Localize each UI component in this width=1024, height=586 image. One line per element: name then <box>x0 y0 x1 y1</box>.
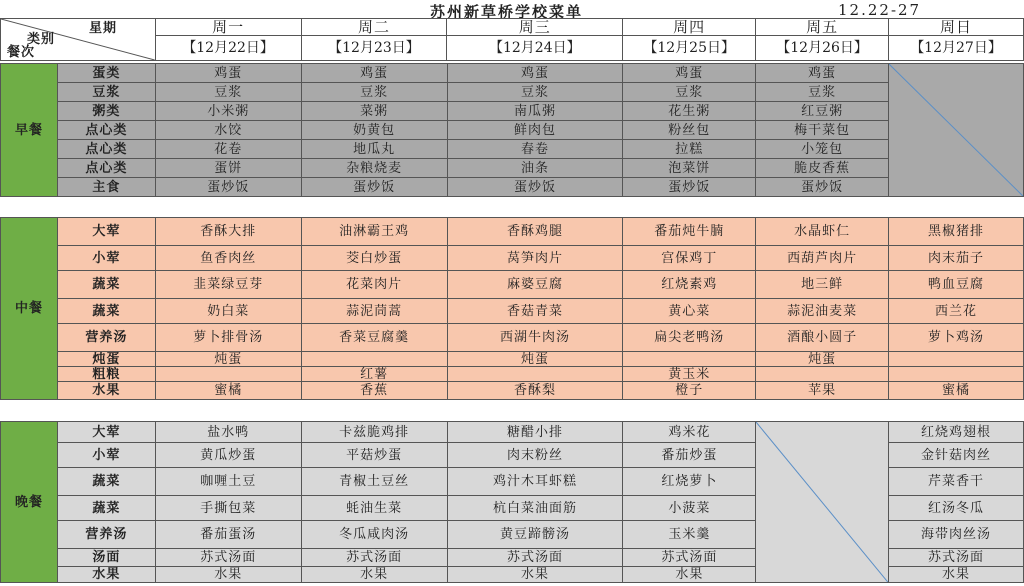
category-cell: 小荤 <box>57 246 155 271</box>
menu-item-cell: 萝卜鸡汤 <box>889 324 1024 352</box>
menu-item-cell: 香菜豆腐羹 <box>301 324 447 352</box>
menu-row <box>1 299 1024 324</box>
day-date: 【12月22日】 <box>155 36 301 61</box>
menu-item-cell: 黄瓜炒蛋 <box>155 443 301 468</box>
empty-day-cell <box>889 64 1024 197</box>
menu-row <box>1 159 1024 178</box>
menu-item-cell: 蛋炒饭 <box>623 178 756 197</box>
category-cell: 水果 <box>57 382 155 400</box>
menu-item-cell: 泡菜饼 <box>623 159 756 178</box>
category-cell: 蔬菜 <box>57 299 155 324</box>
menu-row <box>1 324 1024 352</box>
menu-item-cell: 蜜橘 <box>155 382 301 400</box>
menu-item-cell: 地瓜丸 <box>301 140 447 159</box>
menu-item-cell: 黄心菜 <box>623 299 756 324</box>
menu-item-cell: 番茄炒蛋 <box>623 443 756 468</box>
menu-item-cell: 青椒土豆丝 <box>301 468 447 496</box>
menu-item-cell: 炖蛋 <box>447 352 623 367</box>
menu-item-cell: 手撕包菜 <box>155 496 301 521</box>
menu-item-cell: 海带肉丝汤 <box>889 521 1024 549</box>
day-name: 周五 <box>756 19 889 36</box>
menu-item-cell: 蚝油生菜 <box>301 496 447 521</box>
menu-item-cell: 小笼包 <box>756 140 889 159</box>
menu-item-cell: 豆浆 <box>301 83 447 102</box>
menu-item-cell: 菜粥 <box>301 102 447 121</box>
menu-item-cell: 黑椒猪排 <box>889 218 1024 246</box>
menu-item-cell: 红薯 <box>301 367 447 382</box>
menu-item-cell: 鱼香肉丝 <box>155 246 301 271</box>
menu-row <box>1 102 1024 121</box>
menu-item-cell: 糖醋小排 <box>447 422 623 443</box>
menu-item-cell: 黄玉米 <box>623 367 756 382</box>
category-cell: 蛋类 <box>57 64 155 83</box>
category-cell: 大荤 <box>57 422 155 443</box>
corner-weekday: 星期 <box>89 21 118 36</box>
menu-item-cell: 苏式汤面 <box>889 549 1024 567</box>
category-cell: 蔬菜 <box>57 496 155 521</box>
day-name: 周二 <box>301 19 447 36</box>
menu-item-cell: 水果 <box>301 567 447 583</box>
menu-item-cell: 玉米羹 <box>623 521 756 549</box>
menu-row <box>1 382 1024 400</box>
menu-item-cell: 水果 <box>155 567 301 583</box>
menu-item-cell: 香酥梨 <box>447 382 623 400</box>
menu-item-cell: 豆浆 <box>623 83 756 102</box>
menu-item-cell: 西兰花 <box>889 299 1024 324</box>
menu-item-cell: 金针菇肉丝 <box>889 443 1024 468</box>
day-date: 【12月23日】 <box>301 36 447 61</box>
menu-row <box>1 64 1024 83</box>
menu-row <box>1 178 1024 197</box>
menu-item-cell: 肉末粉丝 <box>447 443 623 468</box>
menu-item-cell: 水晶虾仁 <box>756 218 889 246</box>
menu-row <box>1 352 1024 367</box>
day-name: 周四 <box>623 19 756 36</box>
menu-item-cell: 冬瓜咸肉汤 <box>301 521 447 549</box>
category-cell: 粗粮 <box>57 367 155 382</box>
menu-item-cell: 水饺 <box>155 121 301 140</box>
menu-item-cell: 香菇青菜 <box>447 299 623 324</box>
breakfast-meal-label: 早餐 <box>1 64 58 197</box>
menu-item-cell: 酒酿小圆子 <box>756 324 889 352</box>
header-corner <box>1 19 156 61</box>
category-cell: 豆浆 <box>57 83 155 102</box>
menu-item-cell: 蛋饼 <box>155 159 301 178</box>
menu-item-cell: 红烧鸡翅根 <box>889 422 1024 443</box>
menu-item-cell: 鸡米花 <box>623 422 756 443</box>
menu-item-cell: 奶白菜 <box>155 299 301 324</box>
menu-item-cell <box>447 367 623 382</box>
menu-item-cell <box>155 367 301 382</box>
category-cell: 蔬菜 <box>57 468 155 496</box>
category-cell: 主食 <box>57 178 155 197</box>
menu-item-cell: 香酥鸡腿 <box>447 218 623 246</box>
day-date: 【12月24日】 <box>447 36 623 61</box>
category-cell: 蔬菜 <box>57 271 155 299</box>
menu-item-cell: 鸡汁木耳虾糕 <box>447 468 623 496</box>
menu-item-cell: 扁尖老鸭汤 <box>623 324 756 352</box>
category-cell: 粥类 <box>57 102 155 121</box>
menu-item-cell: 萝卜排骨汤 <box>155 324 301 352</box>
menu-item-cell: 水果 <box>447 567 623 583</box>
menu-item-cell: 鲜肉包 <box>447 121 623 140</box>
menu-item-cell: 小菠菜 <box>623 496 756 521</box>
menu-item-cell: 香蕉 <box>301 382 447 400</box>
menu-item-cell: 鸡蛋 <box>155 64 301 83</box>
menu-item-cell: 西湖牛肉汤 <box>447 324 623 352</box>
menu-item-cell: 脆皮香蕉 <box>756 159 889 178</box>
menu-item-cell: 蒜泥油麦菜 <box>756 299 889 324</box>
menu-item-cell: 香酥大排 <box>155 218 301 246</box>
menu-item-cell: 咖喱土豆 <box>155 468 301 496</box>
menu-item-cell: 红豆粥 <box>756 102 889 121</box>
day-date: 【12月26日】 <box>756 36 889 61</box>
date-range: 12.22-27 <box>838 1 922 19</box>
menu-row <box>1 218 1024 246</box>
menu-row <box>1 83 1024 102</box>
menu-item-cell: 蛋炒饭 <box>447 178 623 197</box>
menu-item-cell: 南瓜粥 <box>447 102 623 121</box>
menu-item-cell: 杂粮烧麦 <box>301 159 447 178</box>
menu-item-cell: 西葫芦肉片 <box>756 246 889 271</box>
menu-item-cell: 油淋霸王鸡 <box>301 218 447 246</box>
menu-item-cell: 杭白菜油面筋 <box>447 496 623 521</box>
menu-item-cell: 韭菜绿豆芽 <box>155 271 301 299</box>
menu-item-cell <box>889 352 1024 367</box>
menu-item-cell: 梅干菜包 <box>756 121 889 140</box>
menu-item-cell: 豆浆 <box>447 83 623 102</box>
day-name: 周日 <box>889 19 1024 36</box>
category-cell: 点心类 <box>57 159 155 178</box>
menu-item-cell: 番茄炖牛腩 <box>623 218 756 246</box>
day-date: 【12月25日】 <box>623 36 756 61</box>
menu-item-cell: 鸡蛋 <box>623 64 756 83</box>
menu-row <box>1 271 1024 299</box>
corner-category: 类别 <box>27 32 56 47</box>
menu-item-cell: 水果 <box>889 567 1024 583</box>
menu-item-cell: 麻婆豆腐 <box>447 271 623 299</box>
menu-item-cell: 盐水鸭 <box>155 422 301 443</box>
header-table <box>0 18 1024 61</box>
menu-item-cell: 蛋炒饭 <box>756 178 889 197</box>
title-bar <box>0 0 1024 21</box>
day-name: 周三 <box>447 19 623 36</box>
menu-item-cell: 红汤冬瓜 <box>889 496 1024 521</box>
menu-item-cell: 苏式汤面 <box>447 549 623 567</box>
menu-item-cell: 茭白炒蛋 <box>301 246 447 271</box>
menu-item-cell <box>756 367 889 382</box>
day-name: 周一 <box>155 19 301 36</box>
breakfast-table <box>0 63 1024 197</box>
empty-day-cell <box>756 422 889 583</box>
menu-item-cell: 花生粥 <box>623 102 756 121</box>
menu-item-cell: 蛋炒饭 <box>301 178 447 197</box>
dinner-meal-label: 晚餐 <box>1 422 58 583</box>
menu-item-cell: 黄豆蹄髈汤 <box>447 521 623 549</box>
menu-item-cell: 拉糕 <box>623 140 756 159</box>
menu-item-cell: 莴笋肉片 <box>447 246 623 271</box>
menu-item-cell <box>301 352 447 367</box>
menu-row <box>1 246 1024 271</box>
category-cell: 营养汤 <box>57 521 155 549</box>
category-cell: 营养汤 <box>57 324 155 352</box>
menu-item-cell <box>889 367 1024 382</box>
menu-item-cell: 炖蛋 <box>155 352 301 367</box>
menu-item-cell: 奶黄包 <box>301 121 447 140</box>
menu-item-cell: 蛋炒饭 <box>155 178 301 197</box>
menu-item-cell: 红烧素鸡 <box>623 271 756 299</box>
menu-item-cell: 粉丝包 <box>623 121 756 140</box>
category-cell: 点心类 <box>57 121 155 140</box>
menu-item-cell: 宫保鸡丁 <box>623 246 756 271</box>
menu-item-cell: 鸡蛋 <box>756 64 889 83</box>
category-cell: 汤面 <box>57 549 155 567</box>
menu-item-cell: 红烧萝卜 <box>623 468 756 496</box>
menu-item-cell: 小米粥 <box>155 102 301 121</box>
menu-item-cell: 油条 <box>447 159 623 178</box>
menu-item-cell: 番茄蛋汤 <box>155 521 301 549</box>
menu-item-cell: 花卷 <box>155 140 301 159</box>
menu-item-cell: 苏式汤面 <box>155 549 301 567</box>
category-cell: 炖蛋 <box>57 352 155 367</box>
menu-item-cell: 鸡蛋 <box>447 64 623 83</box>
category-cell: 水果 <box>57 567 155 583</box>
menu-item-cell: 橙子 <box>623 382 756 400</box>
corner-meal: 餐次 <box>7 45 36 60</box>
page-title: 苏州新草桥学校菜单 <box>430 3 584 21</box>
category-cell: 点心类 <box>57 140 155 159</box>
menu-item-cell: 蜜橘 <box>889 382 1024 400</box>
empty-cell-diagonal <box>756 422 888 582</box>
menu-row <box>1 422 1024 443</box>
menu-item-cell: 苏式汤面 <box>623 549 756 567</box>
menu-item-cell: 水果 <box>623 567 756 583</box>
category-cell: 小荤 <box>57 443 155 468</box>
menu-item-cell: 卡兹脆鸡排 <box>301 422 447 443</box>
menu-item-cell: 苹果 <box>756 382 889 400</box>
menu-item-cell: 肉末茄子 <box>889 246 1024 271</box>
menu-item-cell: 芹菜香干 <box>889 468 1024 496</box>
day-date: 【12月27日】 <box>889 36 1024 61</box>
empty-cell-diagonal <box>889 64 1023 196</box>
menu-item-cell: 苏式汤面 <box>301 549 447 567</box>
lunch-meal-label: 中餐 <box>1 218 58 400</box>
menu-item-cell: 豆浆 <box>155 83 301 102</box>
category-cell: 大荤 <box>57 218 155 246</box>
menu-item-cell: 豆浆 <box>756 83 889 102</box>
menu-item-cell: 蒜泥茼蒿 <box>301 299 447 324</box>
menu-row <box>1 140 1024 159</box>
menu-row <box>1 367 1024 382</box>
menu-item-cell: 平菇炒蛋 <box>301 443 447 468</box>
menu-item-cell: 炖蛋 <box>756 352 889 367</box>
dinner-table <box>0 421 1024 583</box>
lunch-table <box>0 217 1024 400</box>
menu-item-cell: 鸭血豆腐 <box>889 271 1024 299</box>
menu-item-cell: 春卷 <box>447 140 623 159</box>
menu-item-cell: 鸡蛋 <box>301 64 447 83</box>
menu-item-cell <box>623 352 756 367</box>
menu-item-cell: 花菜肉片 <box>301 271 447 299</box>
menu-item-cell: 地三鲜 <box>756 271 889 299</box>
menu-row <box>1 121 1024 140</box>
